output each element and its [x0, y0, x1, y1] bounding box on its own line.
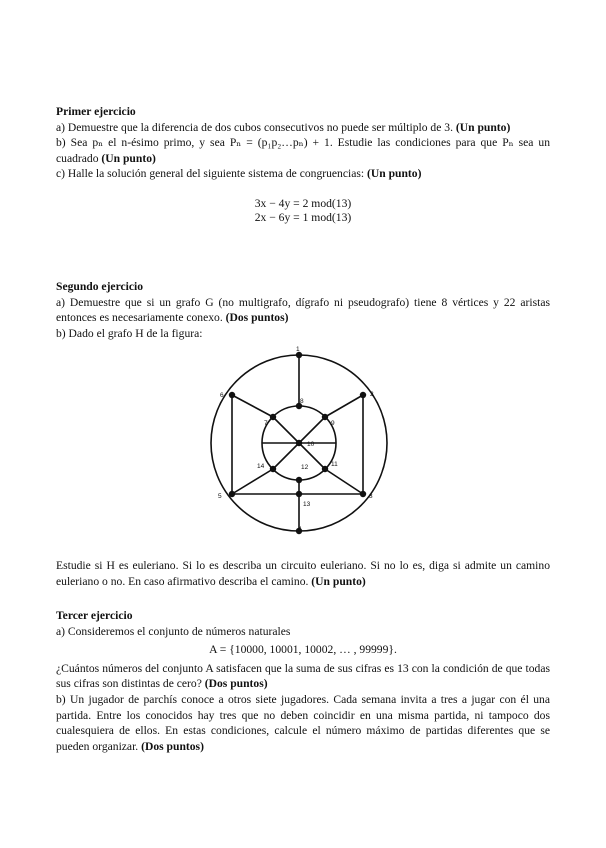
exercise-3b: [56, 692, 550, 754]
vertex-6: [229, 392, 235, 398]
exercise-3a-intro: a) Consideremos el conjunto de números naturales: [56, 624, 291, 638]
set-definition: A = {10000, 10001, 10002, … , 99999}.: [209, 643, 397, 657]
exercise-2a-text: a) Demuestre que si un grafo G (no multigrafo, dígrafo ni pseudografo) tiene 8 vértices y 22 aristas entonces es necesariamente conexo.: [56, 295, 550, 325]
vertex-5: [229, 491, 235, 497]
exercise-1-heading: Primer ejercicio: [56, 105, 136, 118]
edge-3-11: [325, 469, 363, 494]
congruence-system: [56, 197, 550, 226]
vertex-label-9: 9: [331, 420, 335, 427]
exercise-3a-points: (Dos puntos): [204, 677, 268, 691]
vertex-label-3: 3: [369, 493, 373, 500]
vertex-2: [360, 392, 366, 398]
edge-2-9: [325, 395, 363, 417]
exercise-3-heading: Tercer ejercicio: [56, 609, 133, 622]
edge-6-7: [232, 395, 273, 417]
exercise-1b-text: b) Sea pₙ el n-ésimo primo, y sea Pₙ = (p₁p₂…pₙ) + 1. Estudie las condiciones para que Pₙ sea un cuadrado: [56, 136, 550, 165]
vertex-label-12: 12: [301, 464, 309, 471]
exercise-1b: [56, 135, 550, 166]
exercise-3b-text: b) Un jugador de parchís conoce a otros siete jugadores. Cada semana invita a tres a jugar con él una partida. Entre los conocidos hay tres que no deben coincidir en una misma partida, ni tampoco dos cualesquiera de ellos. En estas condiciones, calcule el número máximo de partidas diferentes que se pueden organizar.: [56, 692, 550, 753]
congruence-eq-2: 2x − 6y = 1 mod(13): [254, 211, 352, 225]
exercise-3a-question: ¿Cuántos números del conjunto A satisfacen que la suma de sus cifras es 13 con la condición de que todas sus cifras son distintas de cero?: [56, 661, 550, 691]
vertex-11: [322, 466, 328, 472]
vertex-label-11: 11: [331, 461, 338, 468]
graph-h-figure: [196, 340, 406, 536]
exercise-2b-question-text: Estudie si H es euleriano. Si lo es describa un circuito euleriano. Si no lo es, diga si admite un camino euleriano o no. En caso afirmativo describa el camino.: [56, 559, 550, 588]
vertex-label-6: 6: [220, 392, 224, 399]
vertex-label-2: 2: [370, 391, 374, 398]
exercise-2b-points: (Un punto): [311, 574, 366, 588]
edge-5-14: [232, 469, 273, 494]
exercise-1a-text: a) Demuestre que la diferencia de dos cubos consecutivos no puede ser múltiplo de 3.: [56, 120, 453, 134]
vertex-label-1: 1: [296, 346, 300, 353]
vertex-label-8: 8: [300, 398, 304, 405]
exercise-1: [56, 104, 550, 226]
exercise-1a: [56, 120, 550, 136]
vertex-label-5: 5: [218, 493, 222, 500]
vertex-7: [270, 414, 276, 420]
exercise-2: [56, 279, 550, 341]
graph-vertices: [229, 352, 366, 534]
congruence-eq-1: 3x − 4y = 2 mod(13): [254, 196, 352, 210]
exercise-2b: b) Dado el grafo H de la figura:: [56, 326, 203, 340]
vertex-12: [296, 477, 302, 483]
exercise-3b-points: (Dos puntos): [141, 739, 204, 753]
vertex-10: [296, 440, 302, 446]
exercise-2-heading: Segundo ejercicio: [56, 280, 144, 293]
vertex-3: [360, 491, 366, 497]
vertex-9: [322, 414, 328, 420]
vertex-label-13: 13: [303, 501, 311, 508]
vertex-label-14: 14: [257, 463, 265, 470]
exercise-3a: [56, 661, 550, 692]
vertex-label-7: 7: [264, 420, 268, 427]
exercise-1c-text: c) Halle la solución general del siguiente sistema de congruencias:: [56, 167, 365, 181]
exercise-1a-points: (Un punto): [455, 120, 511, 134]
vertex-14: [270, 466, 276, 472]
exercise-3: [56, 608, 550, 754]
exercise-2a: [56, 295, 550, 326]
vertex-label-10: 10: [307, 441, 315, 448]
exercise-1c: [56, 166, 550, 182]
exercise-2a-points: (Dos puntos): [225, 311, 289, 325]
exercise-1c-points: (Un punto): [367, 167, 422, 181]
vertex-13: [296, 491, 302, 497]
vertex-label-4: 4: [298, 526, 302, 533]
exercise-1b-points: (Un punto): [101, 151, 156, 165]
exercise-2b-question: [56, 558, 550, 589]
